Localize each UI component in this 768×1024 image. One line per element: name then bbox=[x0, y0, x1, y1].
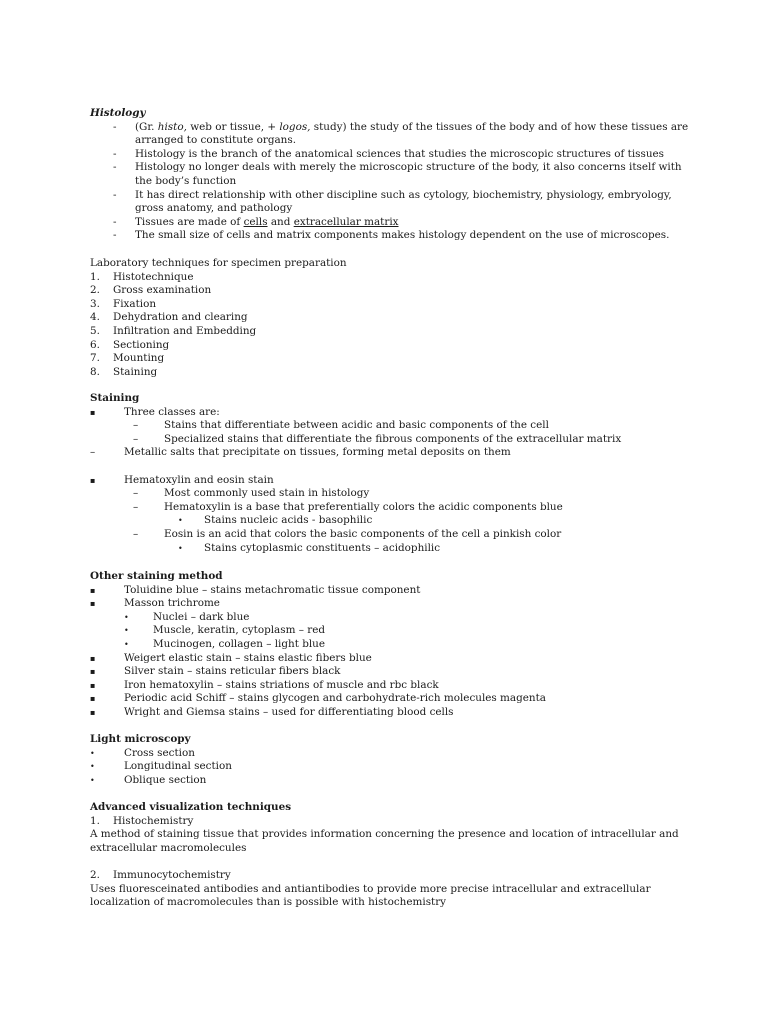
advanced-item-immunocytochemistry bbox=[90, 869, 690, 883]
histology-item-text: Histology is the branch of the anatomical sciences that studies the microscopic structures of tissues bbox=[135, 147, 665, 160]
he-stain-item bbox=[90, 474, 690, 488]
italic-term-histo: histo, bbox=[157, 120, 187, 133]
lab-list-item bbox=[90, 311, 690, 325]
dash-marker: - bbox=[113, 147, 117, 160]
round-bullet: • bbox=[124, 639, 129, 649]
other-staining-item bbox=[90, 652, 690, 666]
lab-list-item bbox=[90, 325, 690, 339]
dash-marker: - bbox=[113, 120, 117, 133]
light-microscopy-heading: Light microscopy bbox=[90, 733, 191, 745]
italic-term-logos: logos, bbox=[279, 120, 311, 133]
light-microscopy-section bbox=[90, 733, 690, 787]
list-item-text: Periodic acid Schiff – stains glycogen and carbohydrate-rich molecules magenta bbox=[124, 692, 546, 705]
dash-marker: - bbox=[113, 229, 117, 242]
square-bullet: ▪ bbox=[90, 694, 96, 704]
histology-item-text: The small size of cells and matrix components makes histology dependent on the use of microscopes. bbox=[135, 229, 670, 242]
list-item-text: Eosin is an acid that colors the basic components of the cell a pinkish color bbox=[164, 527, 562, 540]
histology-item-text: It has direct relationship with other discipline such as cytology, biochemistry, physiology, embryology, gross anatomy, and pathology bbox=[135, 188, 672, 215]
square-bullet: ▪ bbox=[90, 653, 96, 663]
staining-classes-item bbox=[90, 406, 690, 420]
list-item-text: Immunocytochemistry bbox=[113, 868, 231, 881]
dash-marker: – bbox=[133, 419, 139, 432]
text-segment: study) the study of the tissues of the body and of how these tissues are arranged to constitute organs. bbox=[135, 120, 689, 147]
list-item-text: Weigert elastic stain – stains elastic fibers blue bbox=[124, 651, 372, 664]
list-item-text: Toluidine blue – stains metachromatic tissue component bbox=[124, 583, 421, 596]
dash-marker: - bbox=[113, 161, 117, 174]
staining-class bbox=[90, 433, 690, 447]
staining-class bbox=[90, 446, 690, 460]
lab-list bbox=[90, 271, 690, 380]
lab-list-item bbox=[90, 366, 690, 380]
round-bullet: • bbox=[178, 543, 183, 553]
he-stain-subitem bbox=[90, 528, 690, 542]
list-item-text: Silver stain – stains reticular fibers black bbox=[124, 665, 341, 678]
he-stain-subitem bbox=[90, 487, 690, 501]
histology-item-definition bbox=[90, 121, 690, 148]
round-bullet: • bbox=[90, 762, 95, 772]
immunocytochemistry-description: Uses fluoresceinated antibodies and antiantibodies to provide more precise intracellular and extracellular localization of macromolecules than is possible with histochemistry bbox=[90, 882, 651, 909]
advanced-item-histochemistry bbox=[90, 815, 690, 829]
masson-subitem bbox=[90, 624, 690, 638]
dash-marker: – bbox=[133, 432, 139, 445]
text-segment: and bbox=[267, 215, 294, 228]
list-number: 5. bbox=[90, 324, 100, 337]
histology-heading: Histology bbox=[90, 107, 146, 119]
list-item-text: Longitudinal section bbox=[124, 760, 232, 773]
list-number: 6. bbox=[90, 338, 100, 351]
list-item-text: Infiltration and Embedding bbox=[113, 324, 257, 337]
list-item-text: Oblique section bbox=[124, 773, 207, 786]
underlined-term-matrix: extracellular matrix bbox=[293, 215, 399, 228]
advanced-section bbox=[90, 801, 690, 910]
masson-subitem bbox=[90, 611, 690, 625]
square-bullet: ▪ bbox=[90, 667, 96, 677]
list-number: 8. bbox=[90, 365, 100, 378]
list-item-text: Stains nucleic acids - basophilic bbox=[204, 514, 373, 527]
text-segment: Tissues are made of bbox=[135, 215, 244, 228]
histochemistry-description: A method of staining tissue that provides information concerning the presence and location of intracellular and extracellular macromolecules bbox=[90, 828, 679, 854]
other-staining-item bbox=[90, 679, 690, 693]
list-item-text: Specialized stains that differentiate the fibrous components of the extracellular matrix bbox=[164, 432, 622, 445]
dash-marker: - bbox=[113, 215, 117, 228]
square-bullet: ▪ bbox=[90, 407, 96, 417]
dash-marker: – bbox=[90, 446, 96, 459]
square-bullet: ▪ bbox=[90, 475, 96, 485]
spacer bbox=[90, 855, 690, 869]
dash-marker: – bbox=[133, 487, 139, 500]
round-bullet: • bbox=[90, 748, 95, 758]
other-staining-item bbox=[90, 665, 690, 679]
list-number: 4. bbox=[90, 311, 100, 324]
list-item-text: Masson trichrome bbox=[124, 597, 220, 610]
underlined-term-cells: cells bbox=[243, 215, 268, 228]
histology-item bbox=[90, 229, 690, 243]
lab-list-item bbox=[90, 352, 690, 366]
list-number: 2. bbox=[90, 284, 100, 297]
list-number: 1. bbox=[90, 270, 100, 283]
list-item-text: Iron hematoxylin – stains striations of muscle and rbc black bbox=[124, 678, 439, 691]
other-staining-item bbox=[90, 692, 690, 706]
he-stain-subitem bbox=[90, 501, 690, 515]
histology-section bbox=[90, 107, 690, 243]
square-bullet: ▪ bbox=[90, 599, 96, 609]
list-item-text: Wright and Giemsa stains – used for differentiating blood cells bbox=[124, 705, 454, 718]
other-staining-item bbox=[90, 584, 690, 598]
dash-marker: - bbox=[113, 188, 117, 201]
lab-heading: Laboratory techniques for specimen preparation bbox=[90, 257, 347, 269]
histology-item bbox=[90, 161, 690, 188]
lab-list-item bbox=[90, 298, 690, 312]
he-stain-subsubitem bbox=[90, 514, 690, 528]
round-bullet: • bbox=[90, 775, 95, 785]
list-item-text: Histochemistry bbox=[113, 814, 194, 827]
dash-marker: – bbox=[133, 500, 139, 513]
staining-heading: Staining bbox=[90, 392, 140, 404]
list-item-text: Stains that differentiate between acidic and basic components of the cell bbox=[164, 419, 549, 432]
list-item-text: Mucinogen, collagen – light blue bbox=[153, 637, 326, 650]
list-item-text: Mounting bbox=[113, 352, 165, 365]
list-item-text: Muscle, keratin, cytoplasm – red bbox=[153, 624, 326, 637]
list-item-text: Staining bbox=[113, 365, 158, 378]
histology-item bbox=[90, 148, 690, 162]
histology-item bbox=[90, 189, 690, 216]
spacer bbox=[90, 460, 690, 474]
other-staining-item bbox=[90, 597, 690, 611]
square-bullet: ▪ bbox=[90, 585, 96, 595]
list-item-text: Gross examination bbox=[113, 284, 212, 297]
list-item-text: Metallic salts that precipitate on tissues, forming metal deposits on them bbox=[124, 446, 511, 459]
round-bullet: • bbox=[124, 612, 129, 622]
list-number: 3. bbox=[90, 297, 100, 310]
round-bullet: • bbox=[124, 626, 129, 636]
other-staining-item bbox=[90, 706, 690, 720]
round-bullet: • bbox=[178, 516, 183, 526]
light-microscopy-item bbox=[90, 747, 690, 761]
other-staining-section bbox=[90, 570, 690, 720]
lab-list-item bbox=[90, 271, 690, 285]
light-microscopy-item bbox=[90, 774, 690, 788]
staining-class bbox=[90, 419, 690, 433]
list-item-text: Hematoxylin and eosin stain bbox=[124, 473, 274, 486]
square-bullet: ▪ bbox=[90, 680, 96, 690]
lab-list-item bbox=[90, 339, 690, 353]
list-number: 7. bbox=[90, 352, 100, 365]
histology-item-tissues bbox=[90, 216, 690, 230]
list-number: 1. bbox=[90, 814, 100, 827]
list-item-text: Hematoxylin is a base that preferentially colors the acidic components blue bbox=[164, 500, 563, 513]
square-bullet: ▪ bbox=[90, 707, 96, 717]
staining-section bbox=[90, 392, 690, 555]
list-item-text: Most commonly used stain in histology bbox=[164, 487, 370, 500]
other-staining-heading: Other staining method bbox=[90, 570, 223, 582]
he-stain-subsubitem bbox=[90, 542, 690, 556]
list-item-text: Three classes are: bbox=[124, 405, 220, 418]
dash-marker: – bbox=[133, 527, 139, 540]
list-item-text: Nuclei – dark blue bbox=[153, 610, 250, 623]
text-segment: (Gr. bbox=[135, 120, 158, 133]
lab-section bbox=[90, 257, 690, 379]
list-item-text: Sectioning bbox=[113, 338, 170, 351]
masson-subitem bbox=[90, 638, 690, 652]
advanced-heading: Advanced visualization techniques bbox=[90, 801, 292, 813]
list-item-text: Fixation bbox=[113, 297, 157, 310]
text-segment: web or tissue, + bbox=[186, 120, 280, 133]
light-microscopy-item bbox=[90, 760, 690, 774]
lab-list-item bbox=[90, 284, 690, 298]
list-item-text: Dehydration and clearing bbox=[113, 311, 248, 324]
list-item-text: Histotechnique bbox=[113, 270, 194, 283]
list-item-text: Cross section bbox=[124, 746, 195, 759]
list-item-text: Stains cytoplasmic constituents – acidophilic bbox=[204, 541, 441, 554]
list-number: 2. bbox=[90, 868, 100, 881]
histology-item-text: Histology no longer deals with merely the microscopic structure of the body, it also concerns itself with the body’s function bbox=[135, 161, 682, 187]
